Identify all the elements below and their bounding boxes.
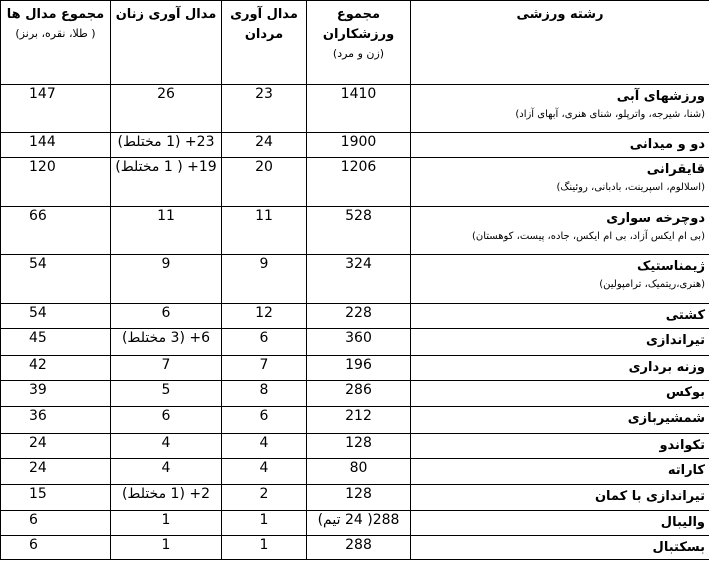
cell-total: 39 bbox=[1, 381, 111, 407]
cell-total: 45 bbox=[1, 329, 111, 356]
cell-women: 4 bbox=[111, 434, 222, 459]
sport-name: دوچرخه سواری bbox=[606, 211, 705, 226]
sport-name: والیبال bbox=[660, 515, 705, 530]
cell-athletes: 80 bbox=[307, 459, 411, 485]
table-row bbox=[1, 207, 709, 255]
header-men: مدال آوری مردان bbox=[222, 1, 307, 85]
table-row bbox=[1, 407, 709, 434]
cell-women: 19+ ( 1 مختلط) bbox=[111, 158, 222, 207]
cell-sport bbox=[411, 207, 709, 255]
cell-total: 6 bbox=[1, 511, 111, 536]
cell-women: 6+ (3 مختلط) bbox=[111, 329, 222, 356]
cell-women: 1 bbox=[111, 536, 222, 560]
cell-women: 7 bbox=[111, 356, 222, 381]
cell-women: 1 bbox=[111, 511, 222, 536]
sport-name: قایقرانی bbox=[646, 162, 705, 177]
table-row bbox=[1, 536, 709, 560]
sport-name: دو و میدانی bbox=[629, 137, 705, 152]
cell-total: 144 bbox=[1, 133, 111, 158]
cell-athletes: 360 bbox=[307, 329, 411, 356]
cell-men: 1 bbox=[222, 536, 307, 560]
sport-name: بسکتبال bbox=[652, 540, 705, 555]
sport-name: تیراندازی bbox=[646, 333, 705, 348]
sport-name: کاراته bbox=[667, 463, 705, 478]
cell-athletes: 212 bbox=[307, 407, 411, 434]
cell-sport bbox=[411, 381, 709, 407]
table-row bbox=[1, 255, 709, 304]
header-athletes: مجموع ورزشکاران (زن و مرد) bbox=[307, 1, 411, 85]
header-women: مدال آوری زنان bbox=[111, 1, 222, 85]
cell-athletes: 288( 24 تیم) bbox=[307, 511, 411, 536]
table-row bbox=[1, 329, 709, 356]
header-row bbox=[1, 1, 709, 85]
cell-sport bbox=[411, 511, 709, 536]
cell-sport bbox=[411, 485, 709, 511]
table-row bbox=[1, 356, 709, 381]
cell-women: 2+ (1 مختلط) bbox=[111, 485, 222, 511]
cell-men: 24 bbox=[222, 133, 307, 158]
cell-total: 147 bbox=[1, 85, 111, 133]
cell-women: 9 bbox=[111, 255, 222, 304]
cell-total: 36 bbox=[1, 407, 111, 434]
cell-men: 12 bbox=[222, 304, 307, 329]
table-row bbox=[1, 459, 709, 485]
cell-total: 42 bbox=[1, 356, 111, 381]
header-sport: رشته ورزشی bbox=[411, 1, 709, 85]
header-athletes-sub: (زن و مرد) bbox=[332, 47, 385, 60]
sport-name: تکواندو bbox=[659, 438, 705, 453]
cell-women: 11 bbox=[111, 207, 222, 255]
cell-men: 7 bbox=[222, 356, 307, 381]
cell-total: 6 bbox=[1, 536, 111, 560]
cell-men: 4 bbox=[222, 434, 307, 459]
cell-men: 11 bbox=[222, 207, 307, 255]
cell-athletes: 528 bbox=[307, 207, 411, 255]
cell-athletes: 286 bbox=[307, 381, 411, 407]
cell-total: 120 bbox=[1, 158, 111, 207]
cell-athletes: 228 bbox=[307, 304, 411, 329]
cell-athletes: 196 bbox=[307, 356, 411, 381]
cell-athletes: 1900 bbox=[307, 133, 411, 158]
table-row bbox=[1, 381, 709, 407]
table-row bbox=[1, 158, 709, 207]
cell-athletes: 1410 bbox=[307, 85, 411, 133]
sport-name: ژیمناستیک bbox=[637, 259, 705, 274]
sport-note: (هنری،ریتمیک، ترامپولین) bbox=[599, 279, 705, 290]
cell-total: 54 bbox=[1, 304, 111, 329]
cell-men: 1 bbox=[222, 511, 307, 536]
cell-women: 6 bbox=[111, 407, 222, 434]
cell-total: 24 bbox=[1, 459, 111, 485]
cell-women: 4 bbox=[111, 459, 222, 485]
cell-men: 4 bbox=[222, 459, 307, 485]
cell-sport bbox=[411, 329, 709, 356]
cell-men: 6 bbox=[222, 329, 307, 356]
cell-sport bbox=[411, 133, 709, 158]
cell-sport bbox=[411, 158, 709, 207]
cell-total: 15 bbox=[1, 485, 111, 511]
header-total-sub: ( طلا، نقره، برنز) bbox=[15, 27, 96, 40]
cell-total: 24 bbox=[1, 434, 111, 459]
sport-name: شمشیربازی bbox=[627, 411, 705, 426]
cell-athletes: 128 bbox=[307, 434, 411, 459]
cell-women: 23+ (1 مختلط) bbox=[111, 133, 222, 158]
cell-sport bbox=[411, 407, 709, 434]
sport-name: بوکس bbox=[666, 385, 705, 400]
cell-athletes: 324 bbox=[307, 255, 411, 304]
sport-name: تیراندازی با کمان bbox=[594, 489, 705, 504]
table-row bbox=[1, 485, 709, 511]
cell-sport bbox=[411, 255, 709, 304]
header-total: مجموع مدال ها ( طلا، نقره، برنز) bbox=[1, 1, 111, 85]
table-row bbox=[1, 133, 709, 158]
table-row bbox=[1, 85, 709, 133]
cell-sport bbox=[411, 434, 709, 459]
cell-men: 9 bbox=[222, 255, 307, 304]
cell-athletes: 288 bbox=[307, 536, 411, 560]
cell-total: 54 bbox=[1, 255, 111, 304]
sport-note: (اسلالوم، اسپرینت، بادبانی، روئینگ) bbox=[556, 182, 705, 193]
table-row bbox=[1, 511, 709, 536]
cell-men: 2 bbox=[222, 485, 307, 511]
sport-name: وزنه برداری bbox=[628, 360, 705, 375]
cell-men: 8 bbox=[222, 381, 307, 407]
table-row bbox=[1, 304, 709, 329]
cell-women: 6 bbox=[111, 304, 222, 329]
cell-total: 66 bbox=[1, 207, 111, 255]
sport-name: ورزشهای آبی bbox=[616, 89, 705, 104]
cell-sport bbox=[411, 85, 709, 133]
cell-men: 23 bbox=[222, 85, 307, 133]
cell-women: 26 bbox=[111, 85, 222, 133]
cell-sport bbox=[411, 536, 709, 560]
cell-sport bbox=[411, 356, 709, 381]
cell-sport bbox=[411, 304, 709, 329]
sport-note: (شنا، شیرجه، واترپلو، شنای هنری، آبهای آزاد) bbox=[515, 109, 705, 120]
sport-note: (بی ام ایکس آزاد، بی ام ایکس، جاده، پیست، کوهستان) bbox=[472, 231, 705, 242]
cell-athletes: 128 bbox=[307, 485, 411, 511]
cell-men: 6 bbox=[222, 407, 307, 434]
sport-name: کشتی bbox=[665, 308, 705, 323]
cell-sport bbox=[411, 459, 709, 485]
cell-men: 20 bbox=[222, 158, 307, 207]
cell-women: 5 bbox=[111, 381, 222, 407]
table-row bbox=[1, 434, 709, 459]
cell-athletes: 1206 bbox=[307, 158, 411, 207]
